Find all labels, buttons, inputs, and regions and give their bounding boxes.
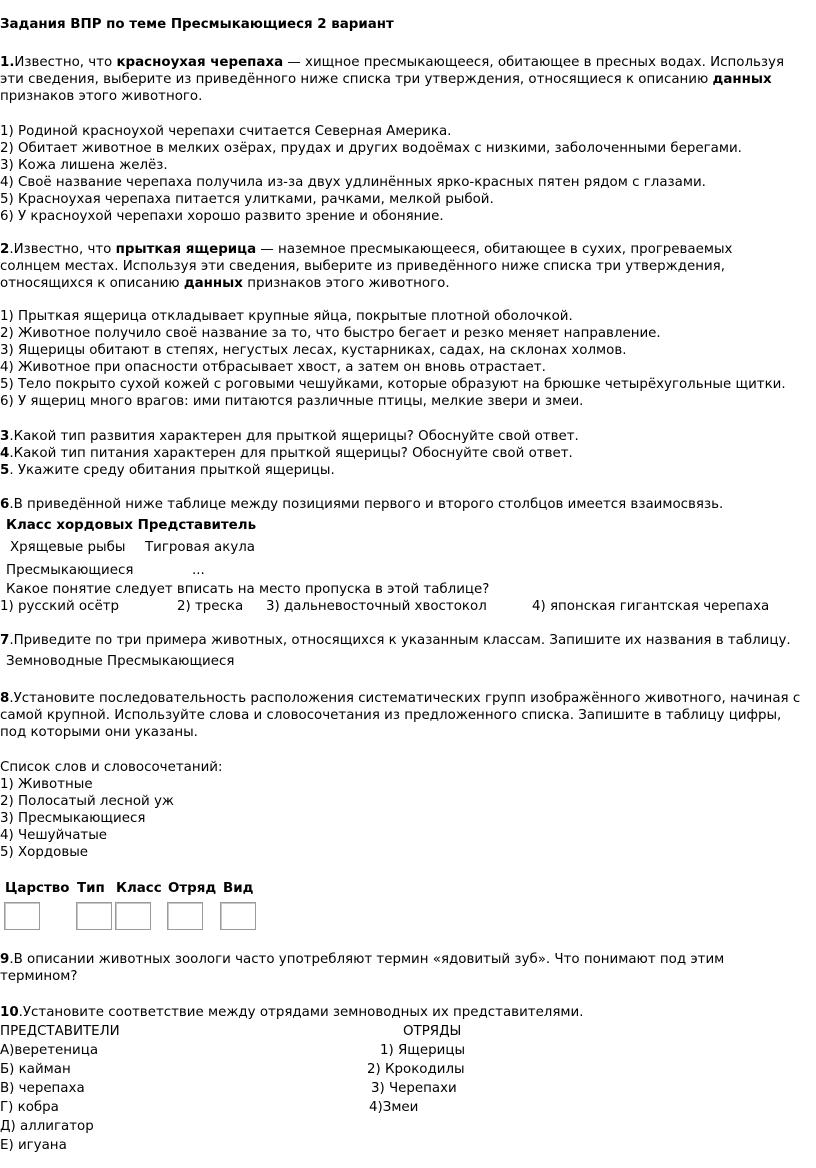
q6-row1-rep: Тигровая акула <box>145 540 256 555</box>
q2-option: 5) Тело покрыто сухой кожей с роговыми чешуйками, которые образуют на брюшке четырёхугольные щитки. <box>0 377 786 392</box>
q10-right-item: 2) Крокодилы <box>367 1062 465 1077</box>
q2-line1: 2.Известно, что прыткая ящерица — наземное пресмыкающееся, обитающее в сухих, прогреваемых <box>0 242 733 257</box>
q6-answer: 3) дальневосточный хвостокол <box>266 599 487 614</box>
q7-table-header: Земноводные Пресмыкающиеся <box>6 654 235 669</box>
q1-line2: эти сведения, выберите из приведённого ниже списка три утверждения, относящиеся к описанию данных <box>0 72 772 87</box>
q10-right-header: ОТРЯДЫ <box>403 1024 462 1039</box>
q2-line2: солнцем местах. Используя эти сведения, выберите из приведённого ниже списка три утверждения, <box>0 259 725 274</box>
q1-option: 6) У красноухой черепахи хорошо развито зрение и обоняние. <box>0 209 444 224</box>
q1-option: 5) Красноухая черепаха питается улитками, рачками, мелкой рыбой. <box>0 192 494 207</box>
q9-line1: 9.В описании животных зоологи часто употребляют термин «ядовитый зуб». Что понимают под этим <box>0 952 725 967</box>
answer-box-phylum[interactable] <box>76 902 112 930</box>
q5-text: 5. Укажите среду обитания прыткой ящерицы. <box>0 463 335 478</box>
q3-text: 3.Какой тип развития характерен для прыткой ящерицы? Обоснуйте свой ответ. <box>0 429 579 444</box>
answer-box-class[interactable] <box>115 902 151 930</box>
q6-row2-rep: ... <box>192 563 205 578</box>
q1-option: 4) Своё название черепаха получила из-за двух удлинённых ярко-красных пятен рядом с глазами. <box>0 175 706 190</box>
q2-option: 4) Животное при опасности отбрасывает хвост, а затем он вновь отрастает. <box>0 360 546 375</box>
q8-line1: 8.Установите последовательность расположения систематических групп изображённого животного, начиная с <box>0 691 801 706</box>
q10-right-item: 3) Черепахи <box>371 1081 457 1096</box>
q8-list-item: 4) Чешуйчатые <box>0 828 108 843</box>
q10-left-item: Д) аллигатор <box>0 1119 94 1134</box>
q2-line3: относящихся к описанию данных признаков этого животного. <box>0 276 450 291</box>
q2-option: 1) Прыткая ящерица откладывает крупные яйца, покрытые плотной оболочкой. <box>0 309 573 324</box>
q10-left-item: Г) кобра <box>0 1100 59 1115</box>
q8-header-species: Вид <box>223 881 254 896</box>
q6-table-header: Класс хордовых Представитель <box>6 518 257 533</box>
q8-list-item: 2) Полосатый лесной уж <box>0 794 174 809</box>
answer-box-order[interactable] <box>167 902 203 930</box>
q10-right-item: 4)Змеи <box>369 1100 419 1115</box>
q8-header-phylum: Тип <box>77 881 105 896</box>
q2-option: 3) Ящерицы обитают в степях, негустых лесах, кустарниках, садах, на склонах холмов. <box>0 343 627 358</box>
q1-line1: 1.Известно, что красноухая черепаха — хищное пресмыкающееся, обитающее в пресных водах. Используя <box>0 55 784 70</box>
q1-option: 1) Родиной красноухой черепахи считается Северная Америка. <box>0 124 452 139</box>
q8-header-class: Класс <box>116 881 162 896</box>
q8-header-kingdom: Царство <box>5 881 70 896</box>
q9-line2: термином? <box>0 969 78 984</box>
q7-text: 7.Приведите по три примера животных, относящихся к указанным классам. Запишите их названия в таблицу. <box>0 633 791 648</box>
q10-text: 10.Установите соответствие между отрядами земноводных их представителями. <box>0 1005 584 1020</box>
q8-line2: самой крупной. Используйте слова и словосочетания из предложенного списка. Запишите в таблицу цифры, <box>0 708 782 723</box>
q6-question: Какое понятие следует вписать на место пропуска в этой таблице? <box>6 582 490 597</box>
answer-box-kingdom[interactable] <box>4 902 40 930</box>
q8-list-title: Список слов и словосочетаний: <box>0 760 223 775</box>
q10-left-item: В) черепаха <box>0 1081 85 1096</box>
q4-text: 4.Какой тип питания характерен для прыткой ящерицы? Обоснуйте свой ответ. <box>0 446 573 461</box>
q2-option: 2) Животное получило своё название за то, что быстро бегает и резко меняет направление. <box>0 326 661 341</box>
answer-box-species[interactable] <box>220 902 256 930</box>
q10-left-item: Б) кайман <box>0 1062 71 1077</box>
q8-list-item: 3) Пресмыкающиеся <box>0 811 146 826</box>
q8-list-item: 1) Животные <box>0 777 93 792</box>
q6-text: 6.В приведённой ниже таблице между позициями первого и второго столбцов имеется взаимосвязь. <box>0 497 724 512</box>
q10-right-item: 1) Ящерицы <box>380 1043 466 1058</box>
q1-line3: признаков этого животного. <box>0 89 203 104</box>
q1-option: 3) Кожа лишена желёз. <box>0 158 168 173</box>
q8-line3: под которыми они указаны. <box>0 725 198 740</box>
q8-list-item: 5) Хордовые <box>0 845 89 860</box>
q6-row1-class: Хрящевые рыбы <box>10 540 126 555</box>
q10-left-item: Е) игуана <box>0 1138 67 1153</box>
page-title: Задания ВПР по теме Пресмыкающиеся 2 вариант <box>0 17 394 32</box>
q8-header-order: Отряд <box>168 881 217 896</box>
q10-left-item: А)веретеница <box>0 1043 99 1058</box>
q2-option: 6) У ящериц много врагов: ими питаются различные птицы, мелкие звери и змеи. <box>0 394 584 409</box>
q6-answer: 1) русский осётр <box>0 599 119 614</box>
q6-answer: 4) японская гигантская черепаха <box>532 599 770 614</box>
q6-answer: 2) треска <box>177 599 244 614</box>
q1-option: 2) Обитает животное в мелких озёрах, прудах и других водоёмах с низкими, заболоченными берегами. <box>0 141 742 156</box>
q6-row2-class: Пресмыкающиеся <box>6 563 134 578</box>
q10-left-header: ПРЕДСТАВИТЕЛИ <box>0 1024 120 1039</box>
